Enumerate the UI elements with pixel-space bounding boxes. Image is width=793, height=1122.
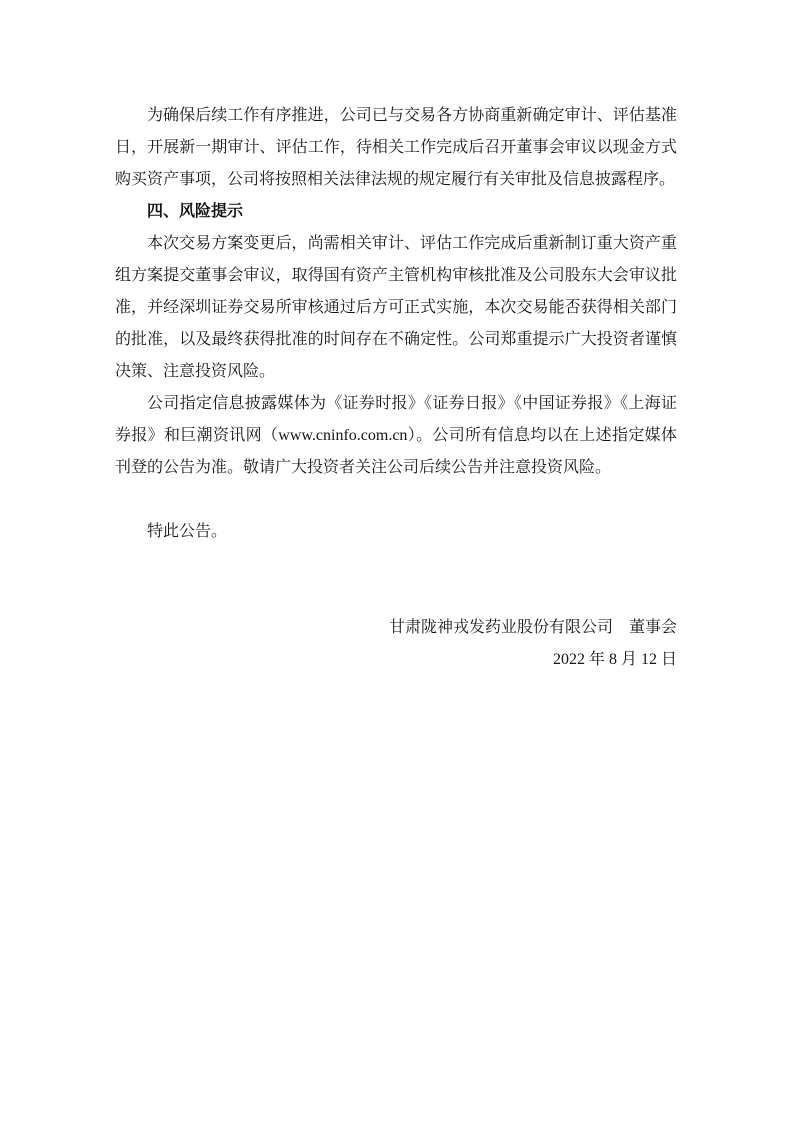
paragraph-disclosure-media: 公司指定信息披露媒体为《证券时报》《证券日报》《中国证券报》《上海证券报》和巨潮资讯网（www.cninfo.com.cn）。公司所有信息均以在上述指定媒体刊登的公告为准。敬请广大投资者关注公司后续公告并注意投资风险。 — [115, 395, 677, 476]
announcement-date: 2022 年 8 月 12 日 — [552, 651, 677, 668]
closing-statement: 特此公告。 — [147, 523, 228, 540]
paragraph-risk-warning: 本次交易方案变更后，尚需相关审计、评估工作完成后重新制订重大资产重组方案提交董事会审议，取得国有资产主管机构审核批准及公司股东大会审议批准，并经深圳证券交易所审核通过后方可正式实施，本次交易能否获得相关部门的批准，以及最终获得批准的时间存在不确定性。公司郑重提示广大投资者谨慎决策、注意投资风险。 — [115, 235, 677, 380]
paragraph-audit-restart: 为确保后续工作有序推进，公司已与交易各方协商重新确定审计、评估基准日，开展新一期审计、评估工作，待相关工作完成后召开董事会审议以现金方式购买资产事项，公司将按照相关法律法规的规定履行有关审批及信息披露程序。 — [115, 107, 677, 188]
section-heading-risk-notice: 四、风险提示 — [147, 203, 244, 220]
company-signature: 甘肃陇神戎发药业股份有限公司 董事会 — [388, 619, 677, 636]
